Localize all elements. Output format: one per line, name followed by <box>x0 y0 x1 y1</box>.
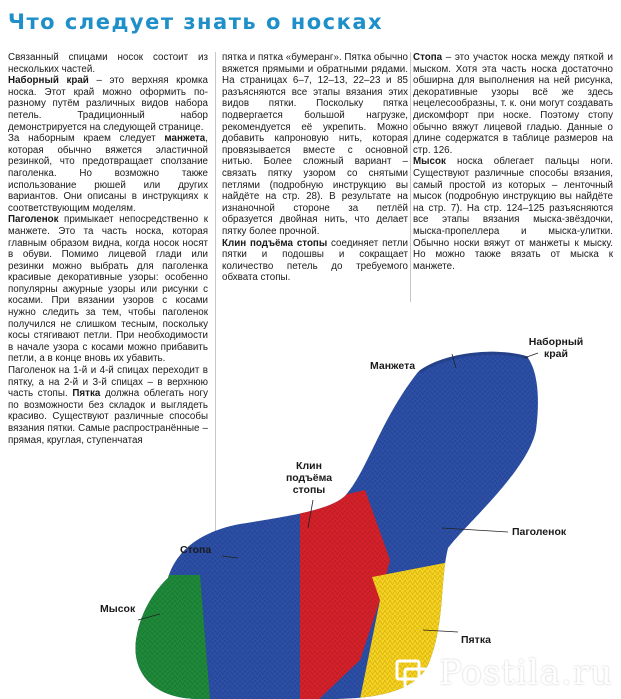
term-heel: Пятка <box>72 388 101 400</box>
term-gusset: Клин подъёма стопы <box>222 237 328 249</box>
paragraph-text: должна облегать ногу по возможности без складок и выглядеть красиво. Существуют различные способы вязания пятки. Самые распространённые – прямая, круглая, ступенчатая <box>8 388 208 446</box>
paragraph-text: , которая обычно вяжется эластичной резинкой, что предотвращает сползание паголенка. Но возможно также использование рюшей или других вариантов. Они описаны в инструкциях к соответствующим моделям. <box>8 133 208 214</box>
paragraph-text: – это верхняя кромка носка. Этот край можно оформить по-разному путём различных видов набора петель. Традиционный набор демонстрируется на следующей странице. <box>8 75 208 133</box>
paragraph: пятка и пятка «бумеранг». Пятка обычно вяжется прямыми и обратными рядами. На страницах 6–7, 12–13, 22–23 и 85 разъясняются все этапы вязания этих видов пятки. Поскольку пятка подвергается большой нагрузке, рекомендуется её укрепить. Можно добавить капроновую нить, которая провязывается вместе с основной нитью. Более сложный вариант – связать пятку узором со снятыми петлями (подробную инструкцию вы найдёте на стр. 28). В результате на изнаночной стороне за петлёй образуется двойная нить, что делает пятку более прочной. <box>222 52 408 237</box>
term-cuff: манжета <box>164 133 206 145</box>
paragraph-text: За наборным краем следует <box>8 133 165 145</box>
label-heel: Пятка <box>461 634 491 646</box>
page-title: Что следует знать о носках <box>8 10 384 34</box>
label-cast-on: Наборный край <box>528 336 584 360</box>
label-cuff: Манжета <box>370 360 416 372</box>
watermark-logo-icon <box>393 657 429 689</box>
paragraph: Связанный спицами носок состоит из нескольких частей. <box>8 52 208 75</box>
paragraph-text: соединяет петли пятки и подошвы и сокращает количество петель до требуемого обхвата стопы. <box>222 237 408 284</box>
label-leg: Паголенок <box>512 526 567 538</box>
paragraph-text: примыкает непосредственно к манжете. Это та часть носка, которая главным образом видна, когда носок носят в обуви. Помимо лицевой глади или резинки можно выбрать для паголенка красивые декоративные узоры: особенно популярны ажурные узоры или рисунки с косами. При вязании узоров с косами нужно следить за тем, чтобы паголенок получился не слишком тесным, поскольку косы стягивают петли. При необходимости в начале узора с косами можно прибавить петли, а в конце вновь их убавить. <box>8 214 208 365</box>
label-toe: Мысок <box>100 603 136 615</box>
term-foot: Стопа <box>413 52 443 63</box>
watermark-text: Postila.ru <box>438 653 613 693</box>
paragraph-text: Паголенок на 1-й и 4-й спицах переходит в пятку, а на 2-й и 3-й спицах – в верхнюю часть стопы. <box>8 365 208 400</box>
paragraph-text: – это участок носка между пяткой и мыском. Хотя эта часть носка достаточно обширна для выполнения на ней рисунка, декоративные узоры всё же здесь нецелесообразны, т. к. они могут создавать дискомфорт при носке. Поэтому стопу обычно вяжут лицевой гладью. Данные о длине содержатся в таблице размеров на стр. 126. <box>413 52 613 156</box>
label-foot: Стопа <box>180 544 212 556</box>
term-toe: Мысок <box>413 156 446 168</box>
term-leg: Паголенок <box>8 214 59 226</box>
label-gusset: Клин подъёма стопы <box>285 460 333 496</box>
paragraph-text: носка облегает пальцы ноги. Существуют различные способы вязания, самый простой из которых – ленточный мысок (подробную инструкцию вы найдёте на стр. 7). На стр. 124–125 разъясняются все этапы вязания мыска-звёздочки, мыска-пропеллера и мыска-улитки. Обычно носки вяжут от манжеты к мыску. Но можно также вязать от мыска к манжете. <box>413 156 613 272</box>
term-cast-on: Наборный край <box>8 75 89 87</box>
